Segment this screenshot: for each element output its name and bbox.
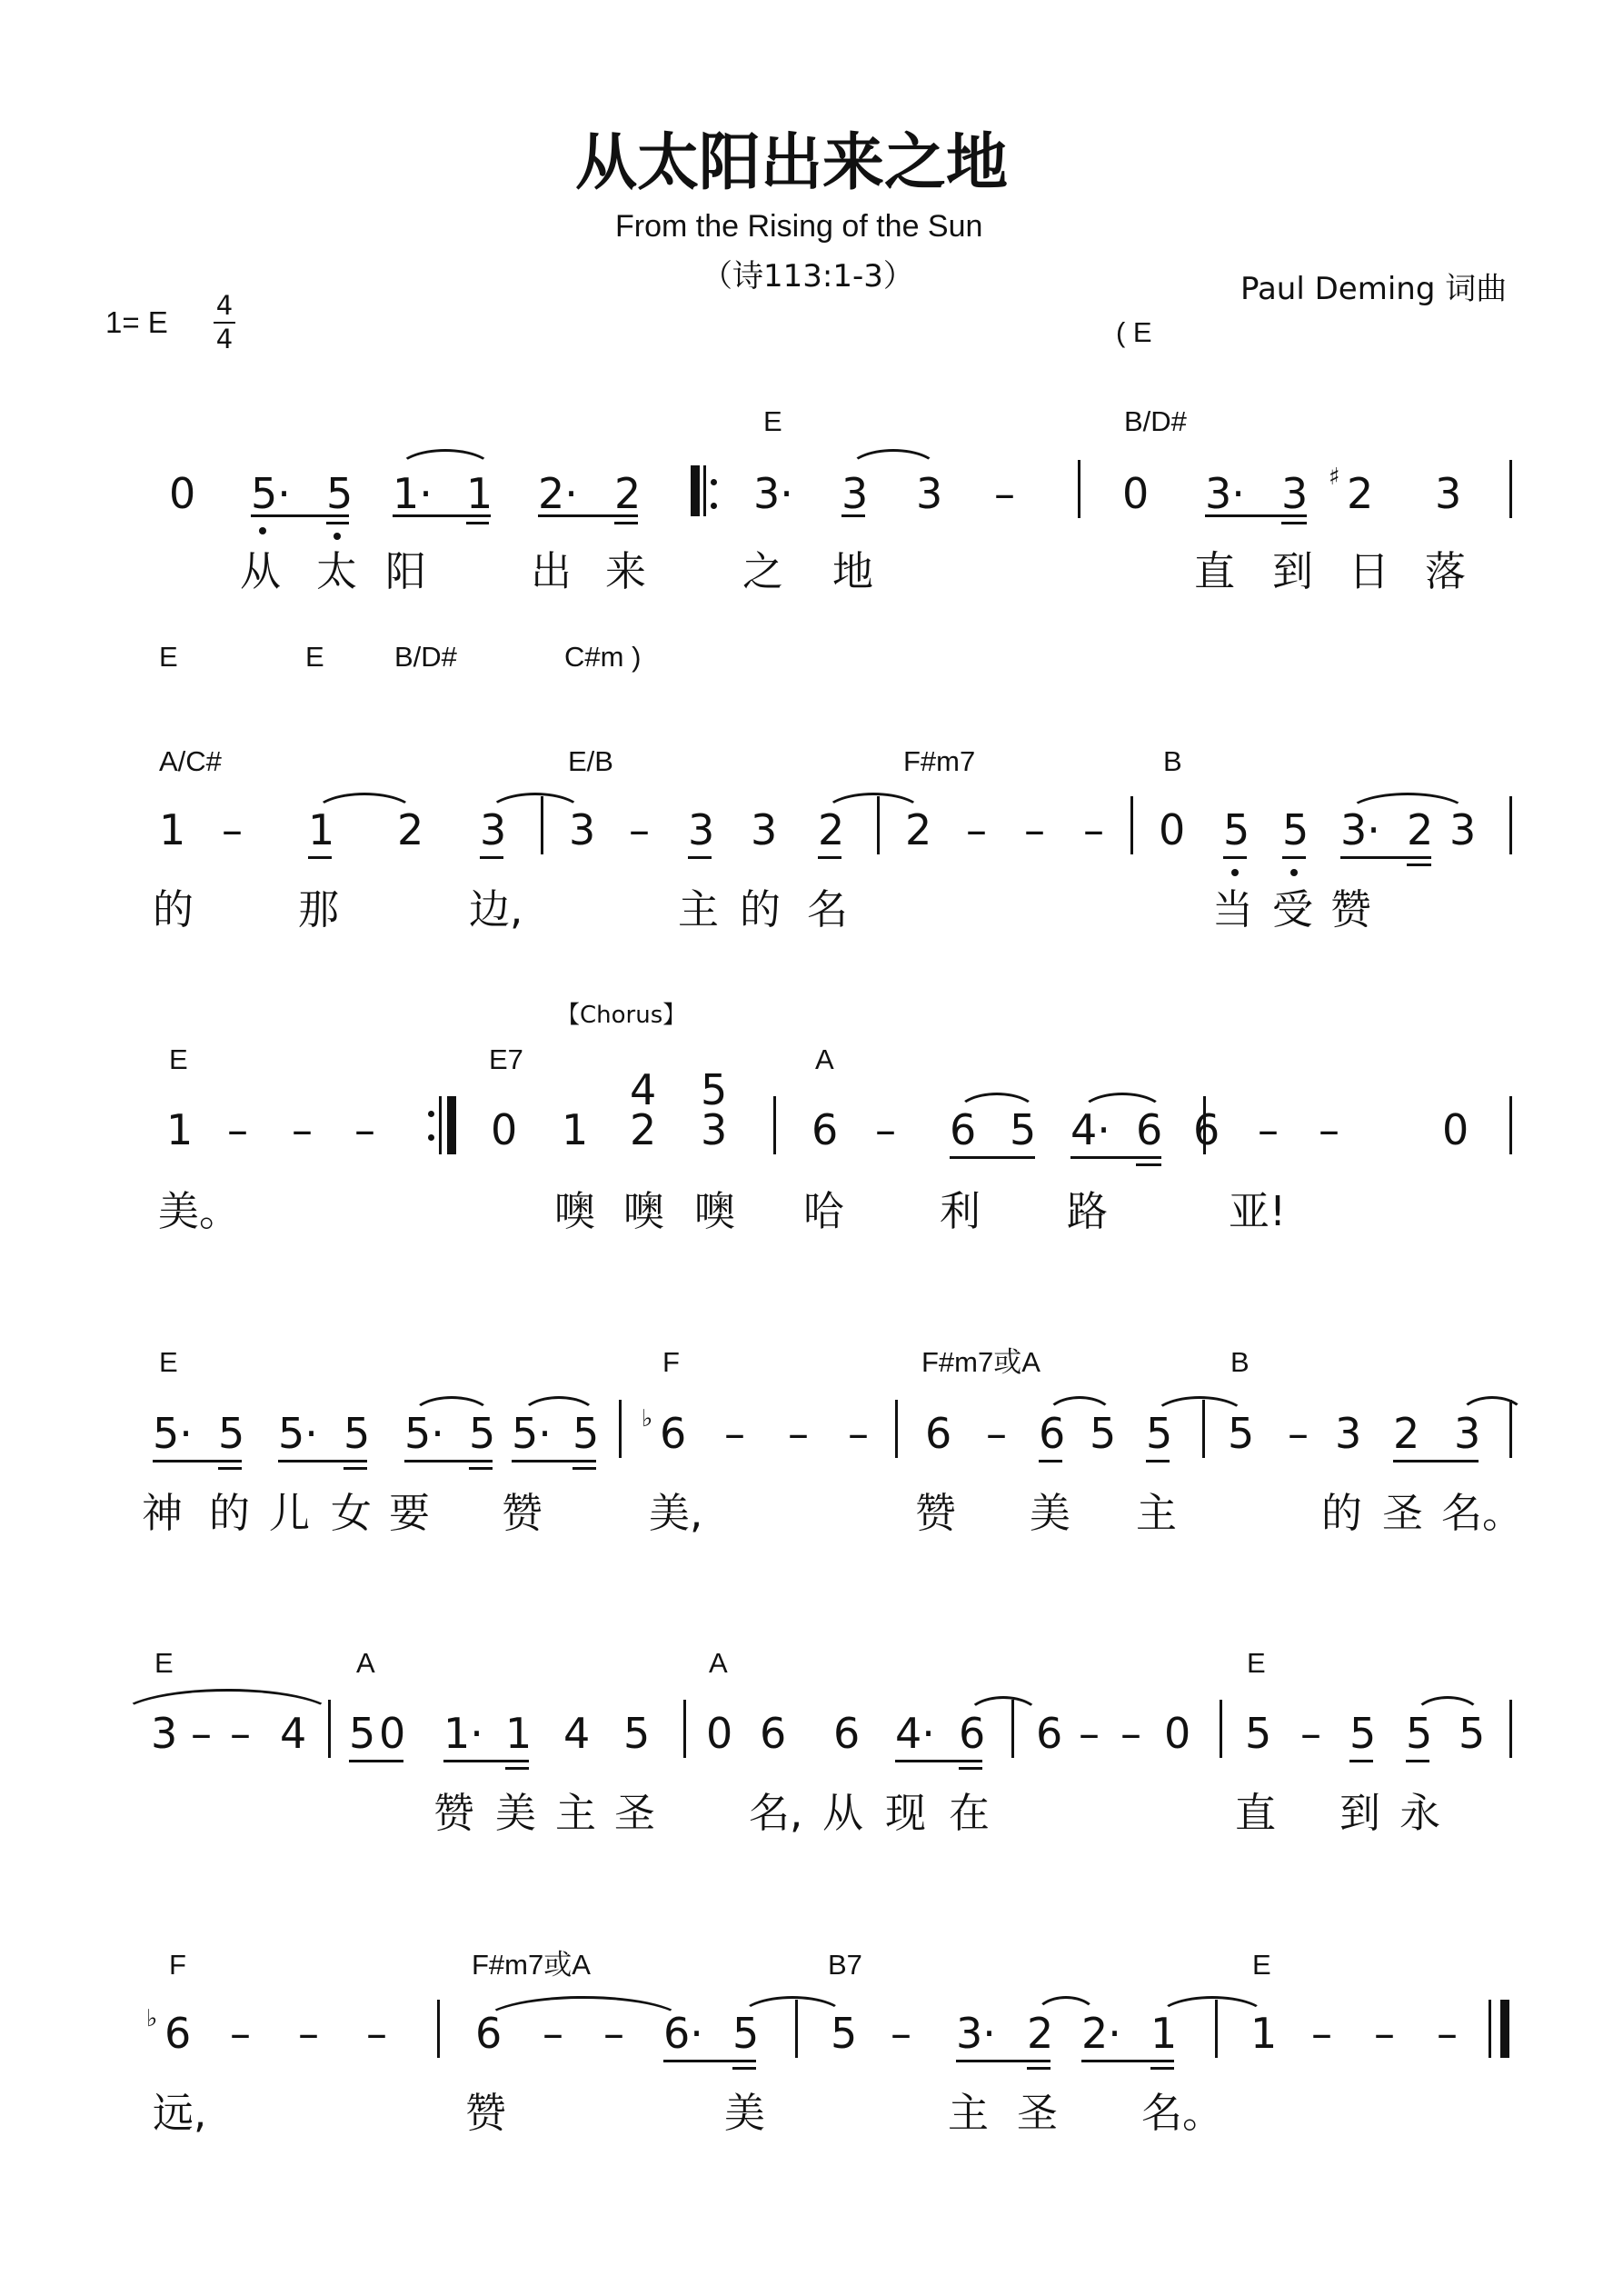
jianpu-note: 1 (1150, 2009, 1178, 2058)
jianpu-note: 1 (159, 805, 186, 854)
jianpu-note: 0 (1442, 1105, 1469, 1154)
lyric-char: 要 (389, 1489, 431, 1537)
jianpu-note: 6· (663, 2009, 703, 2058)
jianpu-note: 6 (833, 1709, 861, 1758)
jianpu-note: 6 (1039, 1409, 1066, 1458)
jianpu-note: 5· (512, 1409, 552, 1458)
jianpu-note: 5 (1223, 805, 1250, 854)
chord-label: E (159, 1346, 178, 1378)
jianpu-note: – (891, 2009, 911, 2058)
jianpu-note: 5 (573, 1409, 600, 1458)
lyric-char: 噢 (694, 1187, 736, 1235)
jianpu-note: 6 (164, 2009, 192, 2058)
lyric-char: 的 (740, 885, 782, 933)
lyric-char: 赞 (433, 1789, 475, 1837)
jianpu-note: – (986, 1409, 1007, 1458)
lyric-char: 名 (807, 885, 849, 933)
lyric-char: 阳 (385, 547, 427, 595)
jianpu-note: 4· (895, 1709, 935, 1758)
jianpu-note: – (1319, 1105, 1339, 1154)
jianpu-note: 2 (1347, 469, 1374, 518)
lyric-char: 名。 (1141, 2089, 1224, 2137)
chord-label: E/B (568, 745, 613, 777)
lyric-char: 主 (1136, 1489, 1178, 1537)
lyric-char: 出 (531, 547, 573, 595)
jianpu-note: 5 (732, 2009, 760, 2058)
jianpu-note: – (227, 1105, 248, 1154)
lyric-char: 主 (678, 885, 720, 933)
lyric-char: 美。 (158, 1187, 241, 1235)
jianpu-note: 5 (1146, 1409, 1173, 1458)
lyric-char: 赞 (915, 1489, 957, 1537)
chord-label: F#m7或A (472, 1949, 591, 1981)
lyric-char: 永 (1399, 1789, 1441, 1837)
jianpu-note: 6 (925, 1409, 952, 1458)
jianpu-note: 1· (393, 469, 433, 518)
jianpu-note: 5 (1245, 1709, 1272, 1758)
jianpu-note: – (1079, 1709, 1100, 1758)
chord-label: A (709, 1647, 728, 1679)
jianpu-note-upper: 4 (630, 1065, 657, 1114)
jianpu-note: 2 (1027, 2009, 1054, 2058)
jianpu-note: 4· (1070, 1105, 1110, 1154)
jianpu-note: 4 (280, 1709, 307, 1758)
lyric-char: 赞 (465, 2089, 507, 2137)
jianpu-note: 0 (491, 1105, 518, 1154)
jianpu-note: 3 (1335, 1409, 1362, 1458)
jianpu-note: 0 (1122, 469, 1150, 518)
jianpu-note: 5 (623, 1709, 651, 1758)
jianpu-note: 3 (1449, 805, 1477, 854)
lyric-char: 直 (1235, 1789, 1277, 1837)
time-signature-top: 4 (215, 290, 234, 321)
chord-label: F#m7 (903, 745, 976, 777)
chord-label: B (1163, 745, 1182, 777)
lyric-char: 从 (822, 1789, 864, 1837)
jianpu-note: – (366, 2009, 387, 2058)
jianpu-note: 2· (538, 469, 578, 518)
jianpu-note: 6 (660, 1409, 687, 1458)
jianpu-note: 2 (1393, 1409, 1420, 1458)
jianpu-note: – (994, 469, 1015, 518)
scripture-reference: （诗113:1-3） (702, 258, 914, 294)
song-title-chinese: 从太阳出来之地 (575, 127, 1009, 199)
lyric-char: 直 (1194, 547, 1236, 595)
jianpu-note: 5 (1459, 1709, 1486, 1758)
lyric-char: 在 (949, 1789, 991, 1837)
jianpu-note: 5· (153, 1409, 193, 1458)
lyric-char: 日 (1349, 547, 1390, 595)
lyric-char: 落 (1425, 547, 1467, 595)
jianpu-note: 0 (1164, 1709, 1191, 1758)
lyric-char: 美 (724, 2089, 766, 2137)
lyric-char: 的 (1321, 1489, 1363, 1537)
jianpu-note: 2· (1081, 2009, 1121, 2058)
jianpu-note: 2 (1407, 805, 1434, 854)
chord-label: E (1252, 1949, 1271, 1981)
jianpu-note: 6 (950, 1105, 977, 1154)
jianpu-note: 6 (1036, 1709, 1063, 1758)
jianpu-note: 0 (706, 1709, 733, 1758)
jianpu-note: – (222, 805, 243, 854)
jianpu-note: 0 (379, 1709, 406, 1758)
jianpu-note-upper: 5 (701, 1065, 728, 1114)
lyric-char: 当 (1212, 885, 1254, 933)
jianpu-note: 0 (1159, 805, 1186, 854)
lyric-char: 之 (742, 547, 784, 595)
lyric-char: 主 (555, 1789, 597, 1837)
jianpu-note: 1· (443, 1709, 483, 1758)
jianpu-note: – (1258, 1105, 1279, 1154)
composer-credit: Paul Deming 词曲 (1240, 271, 1508, 307)
jianpu-note: 5· (251, 469, 291, 518)
jianpu-note: 2 (818, 805, 845, 854)
lyric-char: 圣 (1382, 1489, 1424, 1537)
chord-label: F#m7或A (921, 1346, 1041, 1378)
lyric-char: 名, (749, 1789, 803, 1837)
chord-label: F (662, 1346, 680, 1378)
jianpu-note: 5 (1282, 805, 1309, 854)
jianpu-note: 6 (959, 1709, 986, 1758)
key-signature: 1= E (105, 305, 168, 339)
jianpu-note: 1 (1250, 2009, 1278, 2058)
lyric-char: 边, (469, 885, 523, 933)
jianpu-note: 6 (760, 1709, 787, 1758)
chord-label: E (154, 1647, 174, 1679)
jianpu-note: – (966, 805, 987, 854)
jianpu-note: 1 (166, 1105, 194, 1154)
chord-label: E7 (489, 1043, 523, 1075)
lyric-char: 远, (153, 2089, 207, 2137)
chord-label: A (356, 1647, 375, 1679)
jianpu-note: – (875, 1105, 896, 1154)
lyric-char: 那 (298, 885, 340, 933)
song-title-english: From the Rising of the Sun (615, 209, 983, 244)
lyric-char: 到 (1339, 1789, 1381, 1837)
jianpu-note: 3 (1454, 1409, 1481, 1458)
chord-label: A (815, 1043, 834, 1075)
jianpu-note: 2 (614, 469, 642, 518)
lyric-char: 名。 (1441, 1489, 1524, 1537)
jianpu-note: 3 (841, 469, 869, 518)
jianpu-note: 6 (1136, 1105, 1163, 1154)
jianpu-note: – (1437, 2009, 1458, 2058)
jianpu-note: 3 (1435, 469, 1462, 518)
jianpu-note: 3 (569, 805, 596, 854)
jianpu-note: 5· (278, 1409, 318, 1458)
jianpu-note: – (603, 2009, 624, 2058)
jianpu-note: 2 (905, 805, 932, 854)
section-label: 【Chorus】 (556, 1002, 687, 1029)
jianpu-note: 1 (466, 469, 493, 518)
jianpu-note: 3 (688, 805, 715, 854)
jianpu-note: – (1311, 2009, 1332, 2058)
jianpu-note: 3· (1205, 469, 1245, 518)
intro-chord-label: B/D# (394, 641, 457, 673)
accidental-sign: ♭ (146, 2005, 158, 2032)
time-signature-bottom: 4 (215, 324, 234, 354)
lyric-char: 美 (1030, 1489, 1071, 1537)
intro-chord-label: E (305, 641, 324, 673)
lyric-char: 赞 (1330, 885, 1372, 933)
chord-label: E (763, 405, 782, 437)
lyric-char: 噢 (623, 1187, 665, 1235)
jianpu-note: – (292, 1105, 313, 1154)
chord-label: B (1230, 1346, 1250, 1378)
jianpu-note: 5 (349, 1709, 376, 1758)
lyric-char: 来 (605, 547, 647, 595)
jianpu-note: 5 (831, 2009, 858, 2058)
jianpu-note: 5 (1010, 1105, 1037, 1154)
lyric-char: 噢 (554, 1187, 596, 1235)
lyric-char: 路 (1067, 1187, 1109, 1235)
jianpu-note: 3 (480, 805, 507, 854)
lyric-char: 太 (316, 547, 358, 595)
jianpu-note: 5· (404, 1409, 444, 1458)
jianpu-note: 5 (218, 1409, 245, 1458)
jianpu-note: 5 (1406, 1709, 1433, 1758)
jianpu-note: – (1288, 1409, 1309, 1458)
chord-label: E (169, 1043, 188, 1075)
jianpu-note: 5 (469, 1409, 496, 1458)
lyric-char: 亚! (1229, 1187, 1287, 1235)
lyric-char: 现 (885, 1789, 927, 1837)
chord-label: ( E (1116, 316, 1152, 348)
jianpu-note: 1 (308, 805, 335, 854)
jianpu-note: – (1374, 2009, 1395, 2058)
lyric-char: 神 (142, 1489, 184, 1537)
jianpu-note: 1 (505, 1709, 533, 1758)
jianpu-note: 0 (169, 469, 196, 518)
lyric-char: 到 (1272, 547, 1314, 595)
jianpu-note: 5 (1349, 1709, 1377, 1758)
jianpu-note: 3 (751, 805, 778, 854)
chord-label: B/D# (1124, 405, 1187, 437)
jianpu-note: 5 (344, 1409, 371, 1458)
jianpu-note: 2 (630, 1105, 657, 1154)
chord-label: F (169, 1949, 186, 1981)
chord-label: A/C# (159, 745, 222, 777)
jianpu-note: 3· (1340, 805, 1380, 854)
jianpu-note: 2 (397, 805, 424, 854)
lyric-char: 从 (240, 547, 282, 595)
jianpu-note: – (1300, 1709, 1321, 1758)
jianpu-note: – (298, 2009, 319, 2058)
jianpu-note: 3 (701, 1105, 728, 1154)
jianpu-note: – (354, 1105, 375, 1154)
jianpu-note: 3· (956, 2009, 996, 2058)
lyric-char: 哈 (803, 1187, 845, 1235)
jianpu-note: – (191, 1709, 212, 1758)
jianpu-note: – (1024, 805, 1045, 854)
lyric-char: 圣 (614, 1789, 656, 1837)
lyric-char: 主 (948, 2089, 990, 2137)
jianpu-note: – (543, 2009, 563, 2058)
lyric-char: 的 (209, 1489, 251, 1537)
intro-chord-label: C#m ) (564, 641, 642, 673)
lyric-char: 美 (495, 1789, 537, 1837)
jianpu-note: 6 (812, 1105, 839, 1154)
jianpu-note: 3 (151, 1709, 178, 1758)
lyric-char: 美, (649, 1489, 703, 1537)
chord-label: E (1247, 1647, 1266, 1679)
jianpu-note: – (230, 2009, 251, 2058)
jianpu-note: 5 (326, 469, 353, 518)
jianpu-note: 3 (1281, 469, 1309, 518)
jianpu-note: – (848, 1409, 869, 1458)
jianpu-note: – (629, 805, 650, 854)
jianpu-note: 4 (563, 1709, 591, 1758)
accidental-sign: ♭ (642, 1405, 653, 1433)
intro-chord-label: E (159, 641, 178, 673)
jianpu-note: 6 (475, 2009, 503, 2058)
jianpu-note: 1 (562, 1105, 589, 1154)
jianpu-note: – (788, 1409, 809, 1458)
accidental-sign: ♯ (1329, 464, 1340, 491)
jianpu-note: – (1120, 1709, 1141, 1758)
lyric-char: 利 (940, 1187, 981, 1235)
chord-label: B7 (828, 1949, 862, 1981)
lyric-char: 的 (153, 885, 194, 933)
lyric-char: 女 (331, 1489, 373, 1537)
jianpu-note: – (1083, 805, 1104, 854)
lyric-char: 圣 (1017, 2089, 1059, 2137)
lyric-char: 儿 (269, 1489, 311, 1537)
jianpu-note: – (724, 1409, 745, 1458)
jianpu-note: 3· (753, 469, 793, 518)
jianpu-note: 6 (1193, 1105, 1220, 1154)
lyric-char: 地 (832, 547, 874, 595)
jianpu-note: 3 (916, 469, 943, 518)
jianpu-note: 5 (1090, 1409, 1117, 1458)
lyric-char: 赞 (502, 1489, 543, 1537)
lyric-char: 受 (1272, 885, 1314, 933)
jianpu-note: – (230, 1709, 251, 1758)
jianpu-note: 5 (1228, 1409, 1255, 1458)
